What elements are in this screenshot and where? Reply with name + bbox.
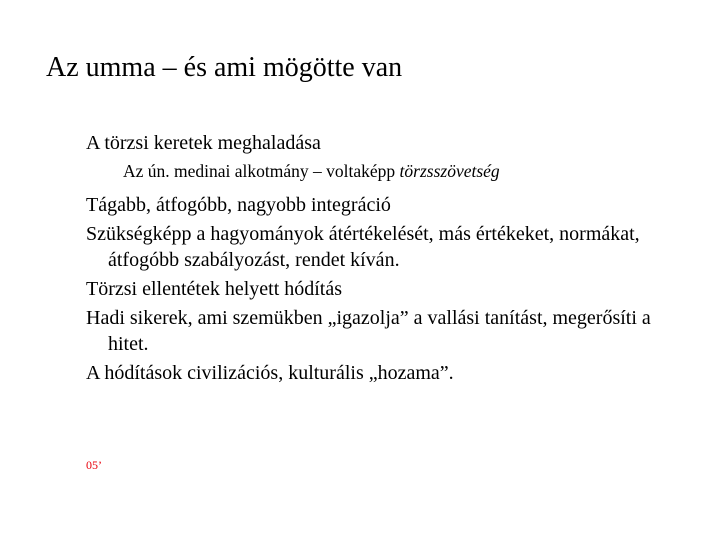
bullet-item: Hadi sikerek, ami szemükben „igazolja” a vallási tanítást, megerősíti a hitet. (86, 307, 651, 355)
sub-bullet-item (86, 159, 696, 183)
bullet-item: A hódítások civilizációs, kulturális „hozama”. (86, 362, 454, 384)
bullet-item: Tágabb, átfogóbb, nagyobb integráció (86, 194, 391, 216)
bullet-item: A törzsi keretek meghaladása (86, 132, 321, 154)
bullet-list (86, 130, 696, 389)
bullet-item: Szükségképp a hagyományok átértékelését, más értékeket, normákat, átfogóbb szabályozást, rendet kíván. (86, 223, 640, 271)
timing-note: 05’ (86, 458, 102, 472)
slide-title: Az umma – és ami mögötte van (46, 52, 403, 83)
sub-bullet-emphasis: törzsszövetség (399, 161, 500, 181)
sub-bullet-text: Az ún. medinai alkotmány – voltaképp (123, 161, 400, 181)
bullet-item: Törzsi ellentétek helyett hódítás (86, 278, 343, 300)
